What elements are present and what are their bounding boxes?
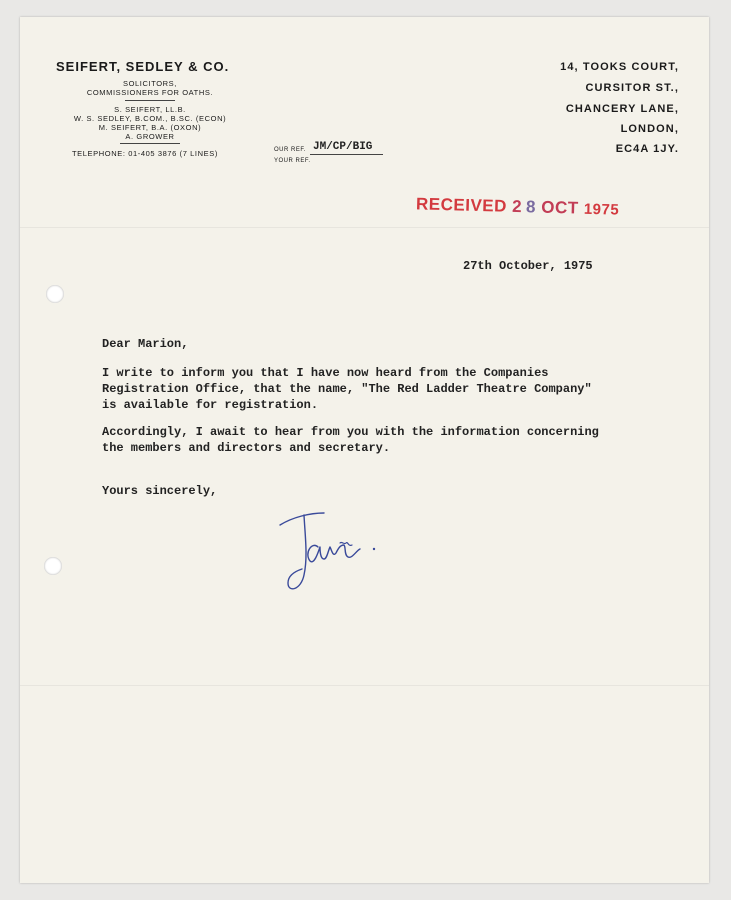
firm-subtitle-line1: SOLICITORS,	[123, 79, 177, 88]
paper-fold	[20, 685, 709, 686]
letter-sheet	[20, 17, 709, 883]
ref-rule	[310, 154, 383, 155]
body-line: Registration Office, that the name, "The Red Ladder Theatre Company"	[102, 382, 592, 396]
address-line: 14, TOOKS COURT,	[560, 61, 679, 73]
letter-date: 27th October, 1975	[463, 259, 593, 273]
letterhead-rule	[120, 143, 180, 144]
salutation: Dear Marion,	[102, 337, 189, 351]
punch-hole	[46, 285, 64, 303]
firm-subtitle-line2: COMMISSIONERS FOR OATHS.	[86, 88, 214, 97]
partner-name: A. GROWER	[125, 132, 175, 141]
body-line: is available for registration.	[102, 398, 319, 412]
telephone: TELEPHONE: 01-405 3876 (7 LINES)	[72, 149, 218, 158]
body-line: the members and directors and secretary.	[102, 441, 391, 455]
closing: Yours sincerely,	[102, 484, 218, 498]
handwritten-signature	[278, 495, 378, 605]
body-line: I write to inform you that I have now heard from the Companies	[102, 366, 549, 380]
stamp-day	[512, 197, 536, 217]
address-line: CURSITOR ST.,	[585, 82, 679, 94]
partner-name: W. S. SEDLEY, B.COM., B.SC. (ECON)	[73, 114, 227, 123]
our-ref-value: JM/CP/BIG	[313, 141, 373, 153]
punch-hole	[44, 557, 62, 575]
your-ref-label: YOUR REF.	[274, 158, 311, 164]
address-line: LONDON,	[620, 123, 679, 135]
firm-name: SEIFERT, SEDLEY & CO.	[56, 59, 230, 74]
stamp-month: OCT	[540, 197, 579, 218]
stamp-day-second: 8	[525, 197, 537, 217]
partner-name: M. SEIFERT, B.A. (OXON)	[98, 123, 202, 132]
body-line: Accordingly, I await to hear from you with the information concerning	[102, 425, 599, 439]
stamp-year: 1975	[583, 200, 620, 219]
address-line: CHANCERY LANE,	[565, 103, 679, 115]
partner-name: S. SEIFERT, LL.B.	[114, 105, 186, 114]
stamp-day-first: 2	[511, 196, 523, 217]
received-stamp	[416, 194, 620, 219]
address-line: EC4A 1JY.	[615, 143, 679, 155]
paper-fold	[20, 227, 709, 228]
letterhead-rule	[125, 100, 175, 101]
stamp-received-text: RECEIVED	[415, 194, 508, 216]
our-ref-label: OUR REF.	[274, 147, 307, 153]
